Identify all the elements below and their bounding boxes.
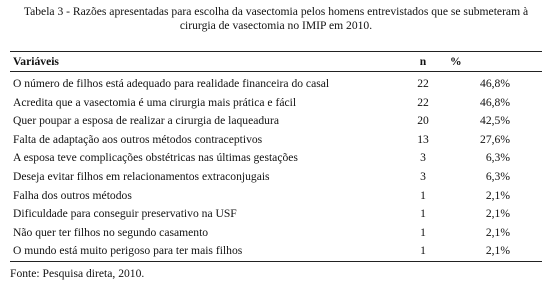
row-percent: 27,6%	[480, 132, 510, 146]
row-n: 3	[420, 151, 426, 165]
row-percent: 46,8%	[480, 95, 510, 109]
row-n: 13	[417, 132, 429, 146]
row-n: 22	[417, 77, 429, 90]
row-n: 22	[417, 95, 429, 109]
table-caption: Tabela 3 - Razões apresentadas para escolha da vasectomia pelos homens entrevistados que se submeteram à cirurgia de vasectomia no IMIP em 2010.	[23, 5, 529, 32]
row-variable: Quer poupar a esposa de realizar a cirurgia de laqueadura	[13, 114, 279, 128]
row-variable: Falha dos outros métodos	[13, 188, 132, 202]
table-bottom-rule	[10, 261, 542, 262]
table-row	[10, 187, 542, 206]
table-row	[10, 149, 542, 168]
row-percent: 2,1%	[485, 225, 510, 239]
row-variable: A esposa teve complicações obstétricas nas últimas gestações	[13, 151, 298, 165]
table-header-row	[10, 52, 542, 71]
table-row	[10, 75, 542, 94]
table-source-note: Fonte: Pesquisa direta, 2010.	[10, 267, 145, 280]
row-percent: 2,1%	[485, 244, 510, 258]
row-percent: 2,1%	[485, 207, 510, 221]
row-percent: 2,1%	[485, 188, 510, 202]
table-row	[10, 205, 542, 224]
row-percent: 6,3%	[485, 169, 510, 183]
table-row	[10, 168, 542, 187]
row-percent: 42,5%	[480, 114, 510, 128]
row-n: 20	[417, 114, 429, 128]
table-body	[10, 72, 542, 261]
row-percent: 6,3%	[485, 151, 510, 165]
row-n: 3	[420, 169, 426, 183]
row-variable: Acredita que a vasectomia é uma cirurgia mais prática e fácil	[13, 95, 297, 109]
row-variable: O número de filhos está adequado para realidade financeira do casal	[13, 77, 330, 90]
table-row	[10, 94, 542, 113]
row-variable: Dificuldade para conseguir preservativo na USF	[13, 207, 237, 221]
row-n: 1	[420, 188, 426, 202]
row-n: 1	[420, 244, 426, 258]
row-percent: 46,8%	[480, 77, 510, 90]
row-n: 1	[420, 207, 426, 221]
header-n: n	[419, 55, 427, 68]
table-row	[10, 131, 542, 150]
data-table	[10, 51, 542, 262]
header-percent: %	[450, 55, 462, 68]
header-variable: Variáveis	[13, 55, 59, 68]
row-variable: O mundo está muito perigoso para ter mais filhos	[13, 244, 243, 258]
row-variable: Falta de adaptação aos outros métodos contraceptivos	[13, 132, 263, 146]
row-variable: Não quer ter filhos no segundo casamento	[13, 225, 209, 239]
table-row	[10, 242, 542, 261]
table-row	[10, 224, 542, 243]
row-n: 1	[420, 225, 426, 239]
table-row	[10, 112, 542, 131]
row-variable: Deseja evitar filhos em relacionamentos extraconjugais	[13, 169, 270, 183]
